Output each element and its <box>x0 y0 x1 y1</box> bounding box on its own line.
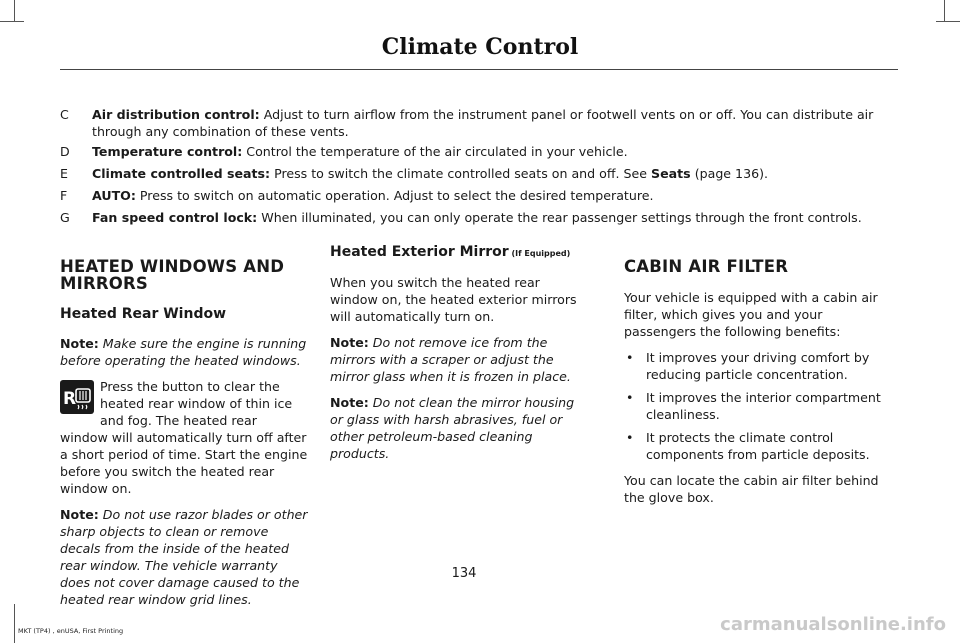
legend-letter: E <box>60 166 68 181</box>
list-item-text: It improves your driving comfort by reducing particle concentration. <box>646 350 870 382</box>
list-item <box>624 429 896 463</box>
legend-letter: G <box>60 210 70 225</box>
printing-info: MKT (TP4) , enUSA, First Printing <box>18 627 124 635</box>
crop-mark <box>0 21 24 22</box>
subsection-title: Heated Exterior Mirror <box>330 244 509 260</box>
legend-text: When illuminated, you can only operate the rear passenger settings through the front controls. <box>257 210 862 225</box>
header-divider <box>60 69 898 70</box>
crop-mark <box>944 0 945 22</box>
column-heated-windows <box>60 250 308 617</box>
legend-item <box>60 143 900 160</box>
section-heading: HEATED WINDOWS AND MIRRORS <box>60 257 285 293</box>
column-heated-mirror <box>330 244 578 471</box>
legend-text: (page 136). <box>690 166 769 181</box>
subsection-heading: Heated Rear Window <box>60 306 227 322</box>
legend-text: Control the temperature of the air circulated in your vehicle. <box>242 144 628 159</box>
section-heading: CABIN AIR FILTER <box>624 257 789 276</box>
note-text: Do not use razor blades or other sharp objects to clean or remove decals from the inside of the heated rear window. The vehicle warranty does not cover damage caused to the heated rear window grid lines. <box>60 507 308 607</box>
note <box>60 335 308 369</box>
subsection-suffix: (If Equipped) <box>508 249 571 258</box>
list-item <box>624 389 896 423</box>
legend-term: Air distribution control: <box>92 107 260 122</box>
note-label: Note: <box>330 335 369 350</box>
body-text: Press the button to clear the heated rear window of thin ice and fog. The heated rear window will automatically turn off after a short period of time. Start the engine before you switch the heated rear window on. <box>60 379 308 496</box>
note-text: Do not remove ice from the mirrors with a scraper or adjust the mirror glass when it is frozen in place. <box>330 335 571 384</box>
icon-letter: R <box>63 389 77 409</box>
bullet-icon: • <box>626 390 634 405</box>
bullet-icon: • <box>626 430 634 445</box>
column-cabin-air-filter <box>624 250 896 515</box>
body-paragraph: When you switch the heated rear window on, the heated exterior mirrors will automatically turn on. <box>330 275 577 324</box>
note <box>330 334 578 385</box>
note-label: Note: <box>60 507 99 522</box>
rear-defrost-icon <box>60 380 94 414</box>
body-paragraph: You can locate the cabin air filter behind the glove box. <box>624 473 879 505</box>
body-paragraph <box>60 378 308 497</box>
note-label: Note: <box>60 336 99 351</box>
legend-text: Press to switch on automatic operation. Adjust to select the desired temperature. <box>135 188 654 203</box>
legend-letter: C <box>60 107 69 122</box>
page-number: 134 <box>451 566 477 581</box>
legend-term: Fan speed control lock: <box>92 210 258 225</box>
legend-letter: F <box>60 188 68 203</box>
list-item-text: It improves the interior compartment cleanliness. <box>646 390 881 422</box>
footer-crop-mark <box>14 604 15 643</box>
legend-item <box>60 165 900 182</box>
note-text: Do not clean the mirror housing or glass with harsh abrasives, fuel or other petroleum-based cleaning products. <box>330 395 575 461</box>
seats-link[interactable]: Seats <box>651 166 691 181</box>
list-item-text: It protects the climate control components from particle deposits. <box>646 430 870 462</box>
list-item <box>624 349 896 383</box>
note-text: Make sure the engine is running before operating the heated windows. <box>60 336 307 368</box>
benefit-list <box>624 349 896 463</box>
note-label: Note: <box>330 395 369 410</box>
page-title: Climate Control <box>381 34 579 60</box>
crop-mark <box>14 0 15 22</box>
legend-term: Temperature control: <box>92 144 243 159</box>
legend-item <box>60 187 900 204</box>
legend-text: Adjust to turn airflow from the instrument panel or footwell vents on or off. You can distribute air through any combination of these vents. <box>92 107 874 139</box>
watermark: carmanualsonline.info <box>720 614 946 635</box>
crop-mark <box>936 21 960 22</box>
legend-item <box>60 106 900 140</box>
body-paragraph: Your vehicle is equipped with a cabin air filter, which gives you and your passengers the following benefits: <box>624 290 878 339</box>
legend-text: Press to switch the climate controlled seats on and off. See <box>270 166 652 181</box>
legend-letter: D <box>60 144 70 159</box>
note <box>330 394 578 462</box>
note <box>60 506 308 608</box>
legend-term: Climate controlled seats: <box>92 166 271 181</box>
legend-item <box>60 209 900 226</box>
legend-term: AUTO: <box>92 188 136 203</box>
subsection-heading <box>330 244 578 262</box>
bullet-icon: • <box>626 350 634 365</box>
